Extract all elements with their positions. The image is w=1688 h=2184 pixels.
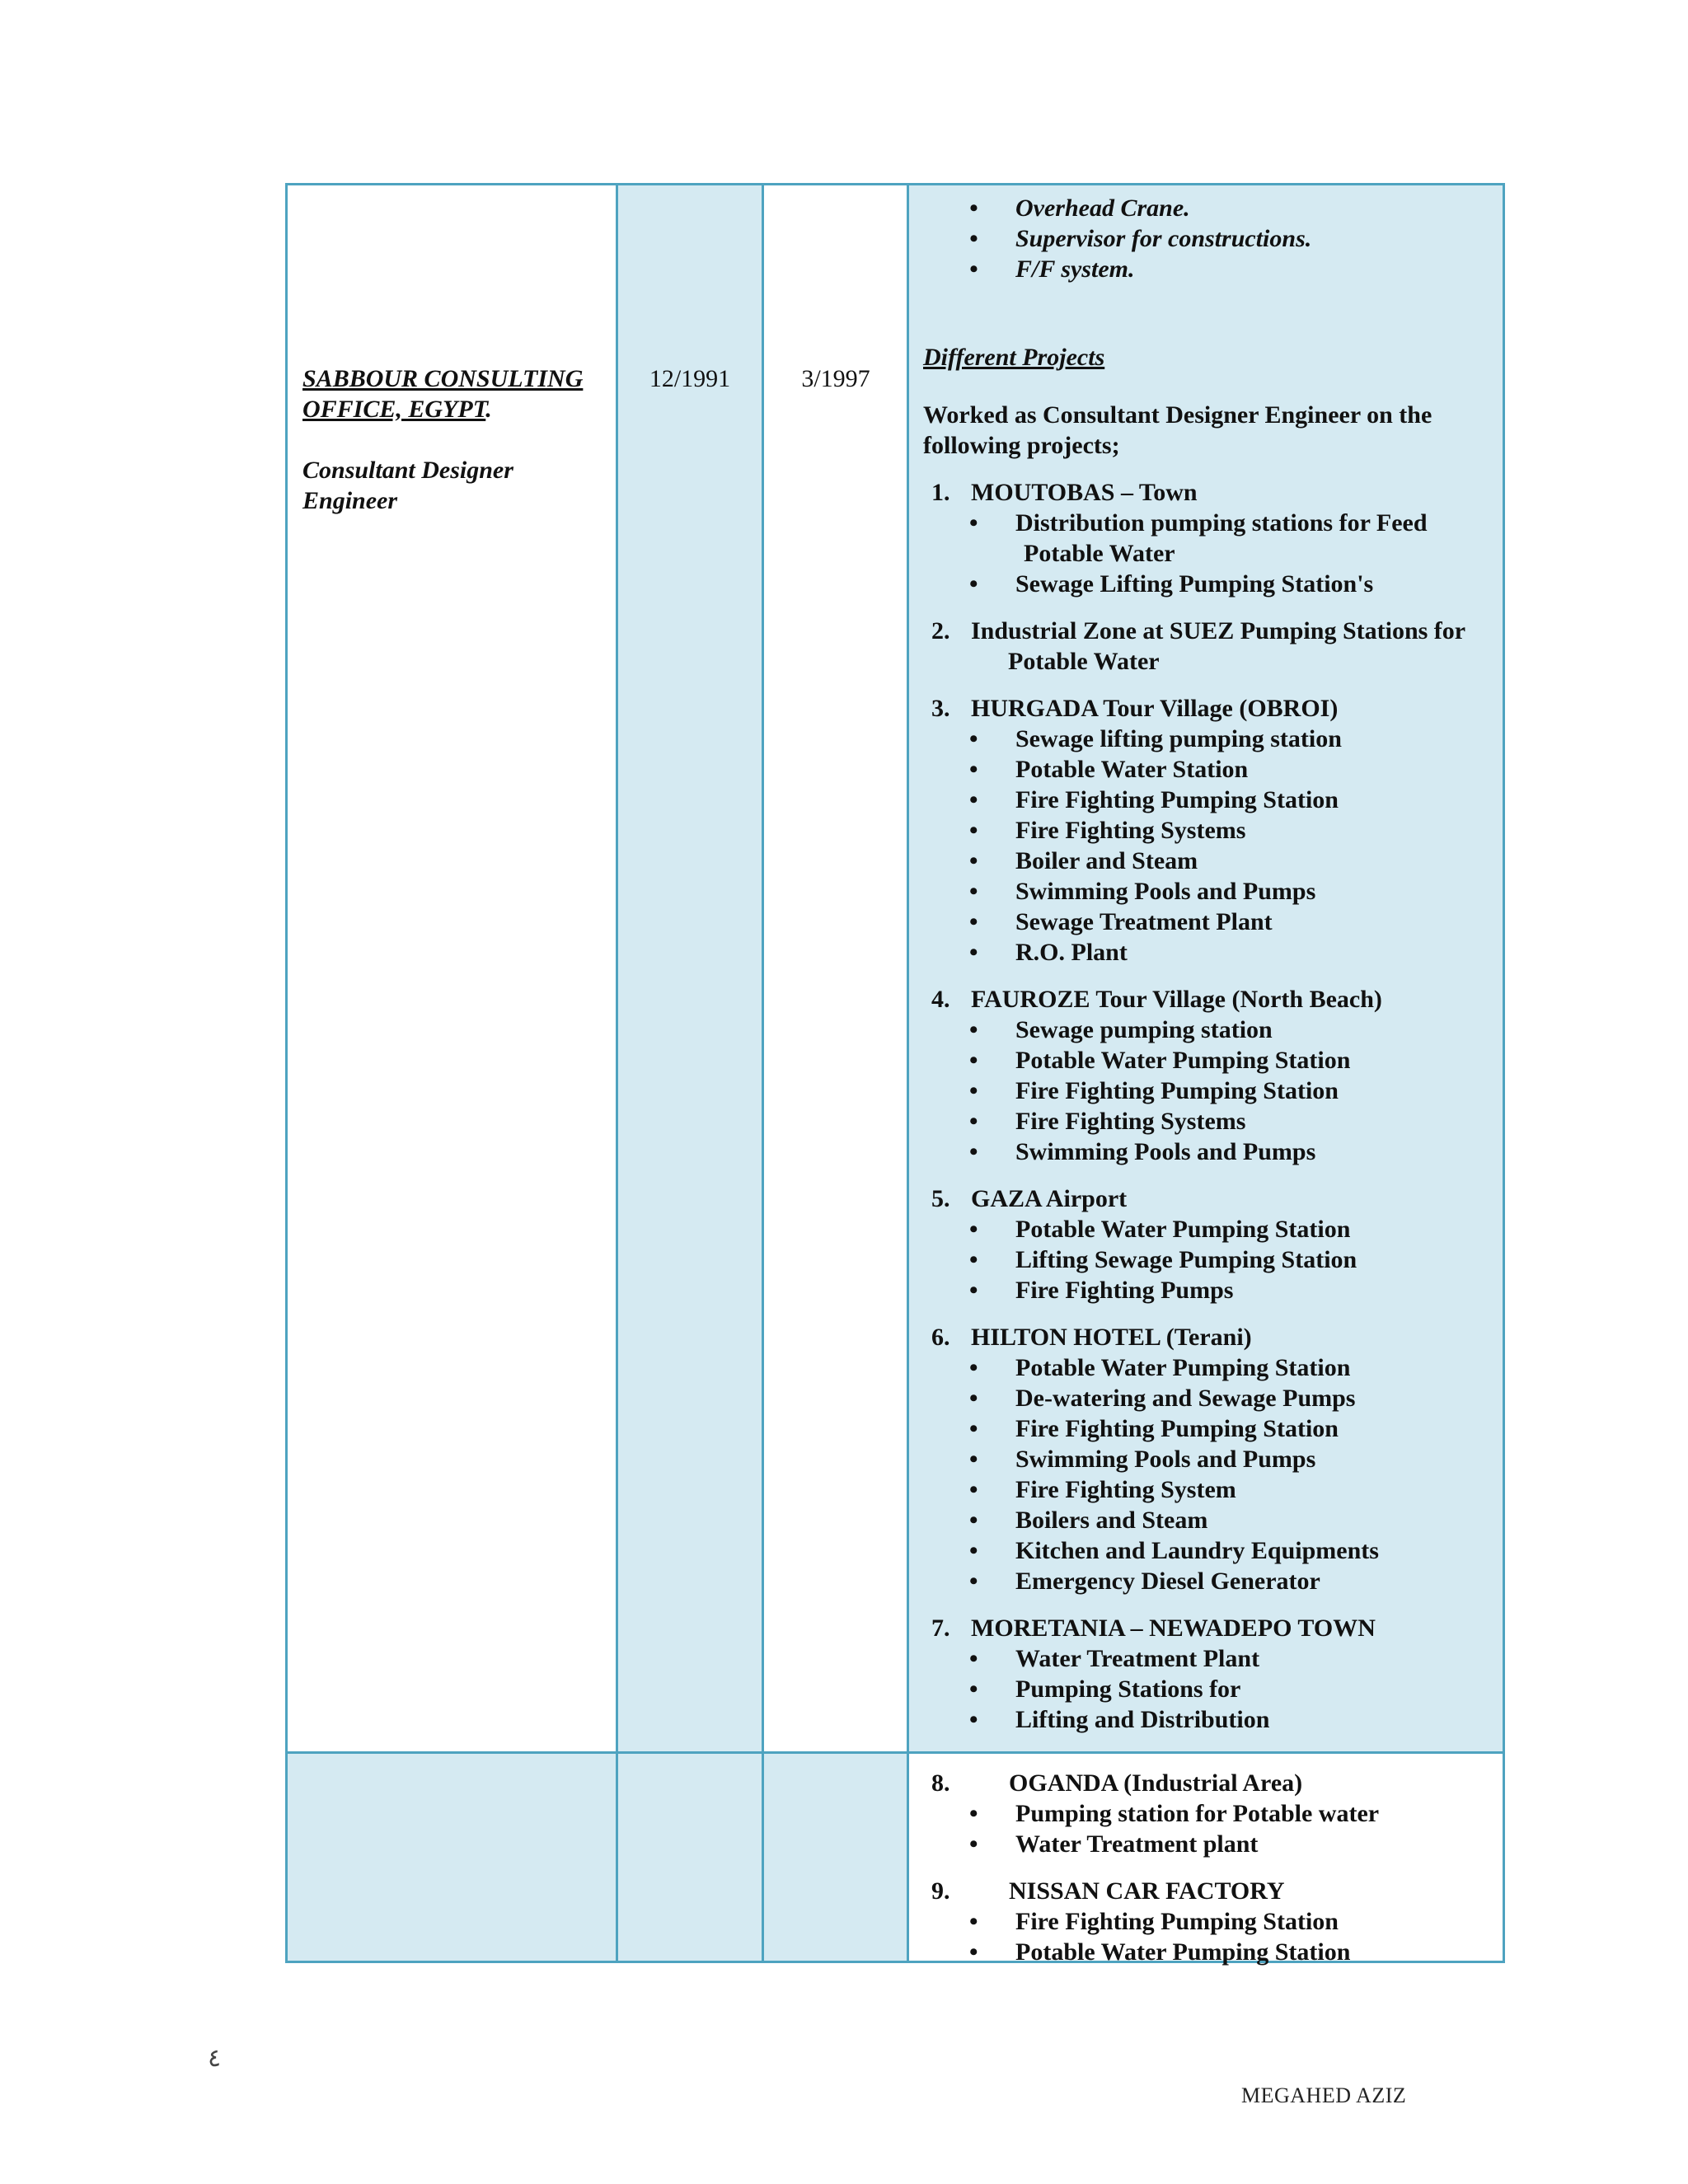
company-suffix: . (485, 396, 492, 423)
list-item: • Potable Water Pumping Station (923, 1045, 1500, 1076)
row2-from-cell (617, 1754, 763, 1961)
date-to: 3/1997 (801, 365, 870, 392)
row2-to-cell (763, 1754, 908, 1961)
list-item: • Potable Water Pumping Station (923, 1352, 1500, 1383)
list-item: • Overhead Crane. (923, 193, 1500, 223)
list-item: • Fire Fighting Pumping Station (923, 1076, 1500, 1106)
list-item: • Sewage Lifting Pumping Station's (923, 569, 1500, 599)
list-item: • Lifting Sewage Pumping Station (923, 1244, 1500, 1275)
experience-table (285, 183, 1505, 1966)
project-heading: 5. GAZA Airport (931, 1185, 1128, 1212)
list-item: • Pumping station for Potable water (923, 1798, 1500, 1829)
list-item: • Fire Fighting System (923, 1474, 1500, 1505)
list-item: • De-watering and Sewage Pumps (923, 1383, 1500, 1413)
column-divider (616, 185, 618, 1961)
column-divider (762, 185, 764, 1961)
row1-to-cell (763, 185, 908, 1754)
list-item: • Sewage pumping station (923, 1015, 1500, 1045)
list-item: • F/F system. (923, 254, 1500, 284)
list-item: • Swimming Pools and Pumps (923, 1444, 1500, 1474)
list-item: • Boilers and Steam (923, 1505, 1500, 1535)
list-item: • Emergency Diesel Generator (923, 1566, 1500, 1596)
row-divider (288, 1751, 1503, 1754)
project-heading: 8. OGANDA (Industrial Area) (931, 1769, 1303, 1797)
list-item: • Potable Water Pumping Station (923, 1214, 1500, 1244)
list-item: • Boiler and Steam (923, 846, 1500, 876)
row1-from-cell (617, 185, 763, 1754)
list-item: • Fire Fighting Pumping Station (923, 1906, 1500, 1937)
company-name: SABBOUR CONSULTING OFFICE, EGYPT (302, 365, 584, 423)
job-role: Consultant Designer Engineer (302, 457, 513, 514)
date-from: 12/1991 (649, 365, 731, 392)
row2-company-cell (288, 1754, 617, 1961)
list-item: • Potable Water Station (923, 754, 1500, 785)
list-item: • Water Treatment Plant (923, 1643, 1500, 1674)
list-item: • Fire Fighting Pumping Station (923, 785, 1500, 815)
project-heading: 6. HILTON HOTEL (Terani) (931, 1324, 1252, 1351)
project-heading: 3. HURGADA Tour Village (OBROI) (931, 695, 1339, 722)
list-item: • Fire Fighting Pumps (923, 1275, 1500, 1305)
project-heading: 4. FAUROZE Tour Village (North Beach) (931, 986, 1382, 1013)
page-number: ٤ (208, 2045, 222, 2072)
company-block (302, 363, 599, 516)
project-heading: 1. MOUTOBAS – Town (931, 479, 1198, 506)
project-heading: 7. MORETANIA – NEWADEPO TOWN (931, 1615, 1376, 1642)
list-item: • Swimming Pools and Pumps (923, 876, 1500, 907)
list-item: • R.O. Plant (923, 937, 1500, 968)
project-heading: 2. Industrial Zone at SUEZ Pumping Stations for Potable Water (931, 617, 1466, 675)
section-title: Different Projects (923, 344, 1105, 371)
list-item: • Potable Water Pumping Station (923, 1937, 1500, 1967)
list-item: • Supervisor for constructions. (923, 223, 1500, 254)
list-item: • Swimming Pools and Pumps (923, 1137, 1500, 1167)
list-item: • Fire Fighting Systems (923, 815, 1500, 846)
column-divider (907, 185, 909, 1961)
project-heading: 9. NISSAN CAR FACTORY (931, 1877, 1285, 1905)
list-item: • Sewage lifting pumping station (923, 724, 1500, 754)
row1-details (923, 193, 1500, 1735)
list-item: • Fire Fighting Systems (923, 1106, 1500, 1137)
list-item-continuation: Potable Water (1024, 540, 1175, 567)
intro-text: Worked as Consultant Designer Engineer on the following projects; (923, 401, 1432, 459)
list-item: • Fire Fighting Pumping Station (923, 1413, 1500, 1444)
row2-details (923, 1768, 1500, 1967)
footer-name: MEGAHED AZIZ (1241, 2083, 1407, 2107)
list-item: • Sewage Treatment Plant (923, 907, 1500, 937)
list-item: • Pumping Stations for (923, 1674, 1500, 1704)
list-item: • Lifting and Distribution (923, 1704, 1500, 1735)
list-item: • Water Treatment plant (923, 1829, 1500, 1859)
list-item: • Distribution pumping stations for Feed (923, 508, 1500, 538)
list-item: • Kitchen and Laundry Equipments (923, 1535, 1500, 1566)
